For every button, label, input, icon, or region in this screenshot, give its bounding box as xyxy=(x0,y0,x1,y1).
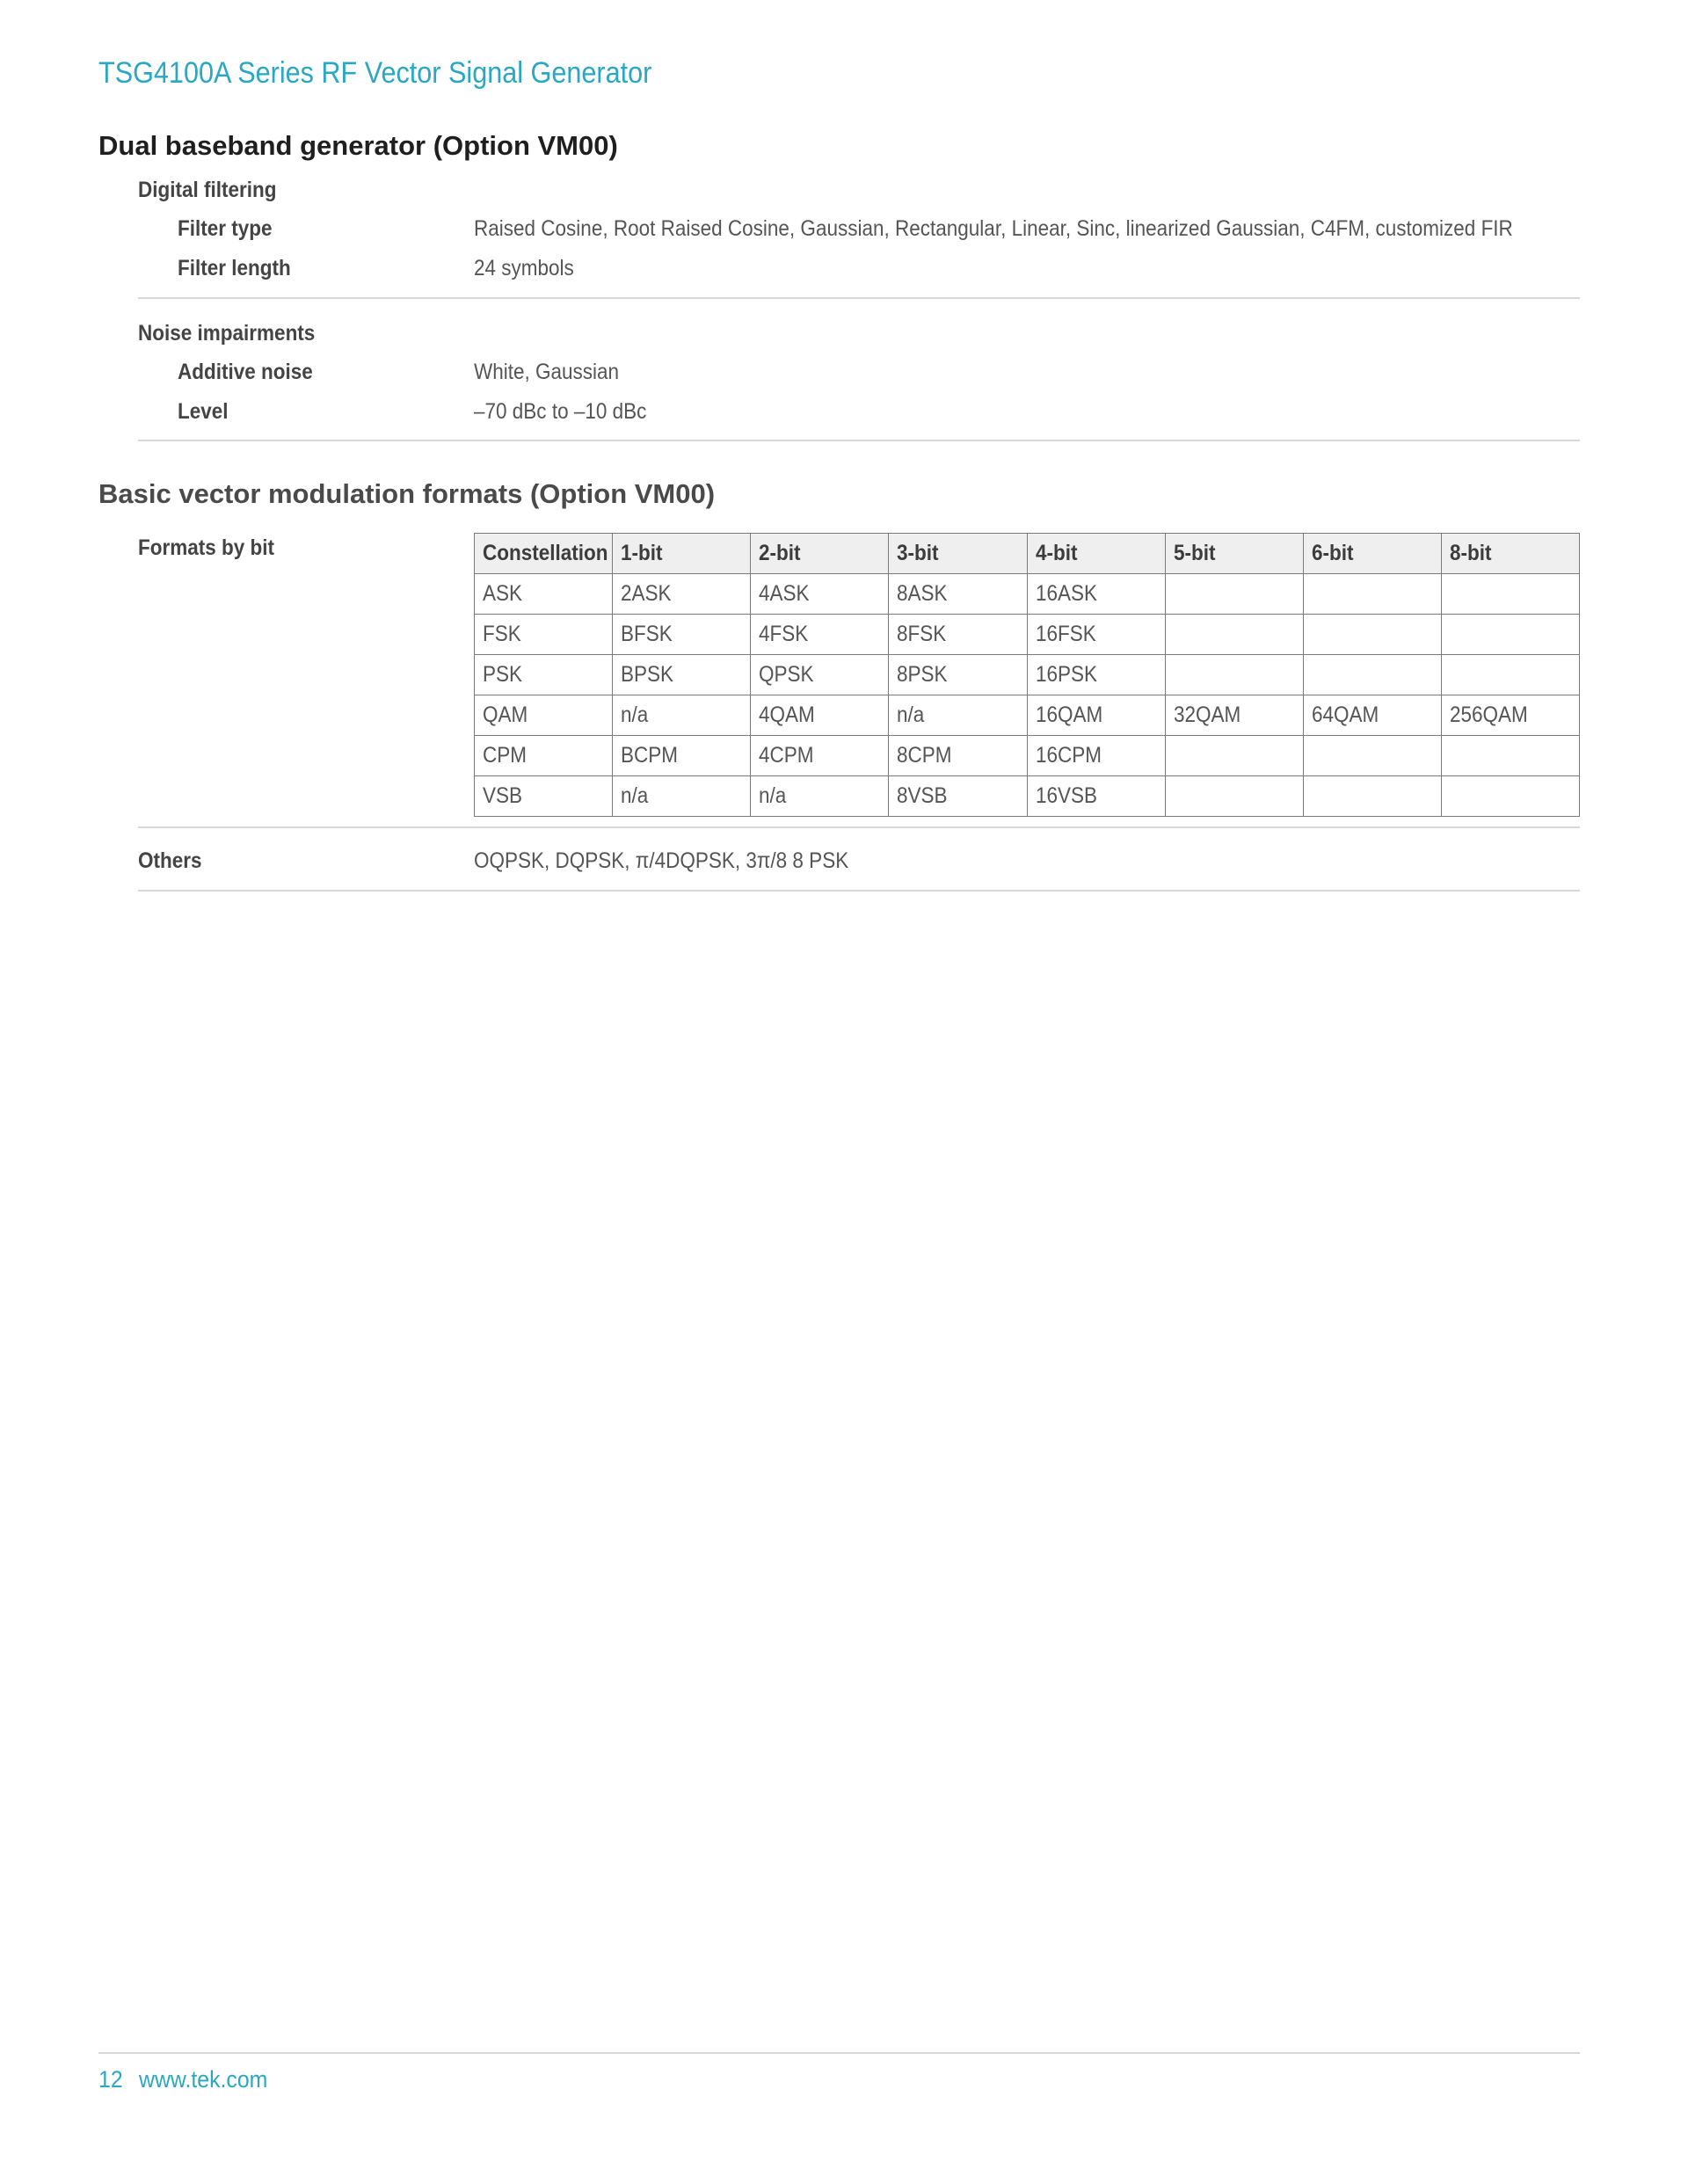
page-title: TSG4100A Series RF Vector Signal Generator xyxy=(98,56,652,90)
param-value-filter-type: Raised Cosine, Root Raised Cosine, Gaussian, Rectangular, Linear, Sinc, linearized Gaussian, C4FM, customized FIR xyxy=(474,216,1513,241)
table-cell: 64QAM xyxy=(1303,695,1441,736)
divider xyxy=(138,297,1580,299)
divider xyxy=(138,890,1580,892)
table-cell: n/a xyxy=(751,776,889,817)
table-header-cell: 2-bit xyxy=(751,534,889,574)
param-label-filter-type: Filter type xyxy=(178,216,273,241)
table-cell xyxy=(1441,655,1579,695)
table-cell xyxy=(1303,655,1441,695)
table-cell xyxy=(1303,615,1441,655)
table-cell: 256QAM xyxy=(1441,695,1579,736)
group-label-digital-filtering: Digital filtering xyxy=(138,178,277,202)
table-cell: 8FSK xyxy=(889,615,1027,655)
table-row xyxy=(475,776,1580,817)
section-heading-basic-vector: Basic vector modulation formats (Option VM00) xyxy=(98,478,716,509)
table-cell: 8PSK xyxy=(889,655,1027,695)
table-cell: VSB xyxy=(475,776,613,817)
table-cell: QAM xyxy=(475,695,613,736)
param-label-filter-length: Filter length xyxy=(178,256,291,280)
table-cell xyxy=(1165,655,1303,695)
param-value-level: –70 dBc to –10 dBc xyxy=(474,399,647,424)
table-cell: 4QAM xyxy=(751,695,889,736)
table-cell: 8VSB xyxy=(889,776,1027,817)
table-cell: BCPM xyxy=(613,736,751,776)
table-header-cell: Constellation xyxy=(475,534,613,574)
table-header-cell: 6-bit xyxy=(1303,534,1441,574)
table-cell: 16QAM xyxy=(1027,695,1165,736)
divider xyxy=(138,826,1580,828)
table-row xyxy=(475,695,1580,736)
table-cell: 16FSK xyxy=(1027,615,1165,655)
table-cell: 16ASK xyxy=(1027,574,1165,615)
table-cell: n/a xyxy=(889,695,1027,736)
table-header-cell: 3-bit xyxy=(889,534,1027,574)
table-header-cell: 8-bit xyxy=(1441,534,1579,574)
table-cell: 4FSK xyxy=(751,615,889,655)
table-cell xyxy=(1441,574,1579,615)
section-heading-dual-baseband: Dual baseband generator (Option VM00) xyxy=(98,130,618,161)
table-cell: 2ASK xyxy=(613,574,751,615)
page-number: 12 xyxy=(98,2066,123,2093)
table-cell xyxy=(1165,776,1303,817)
table-cell: 4ASK xyxy=(751,574,889,615)
table-cell: 8CPM xyxy=(889,736,1027,776)
footer xyxy=(98,2066,267,2093)
param-label-level: Level xyxy=(178,399,229,424)
group-label-formats-by-bit: Formats by bit xyxy=(138,535,275,560)
table-cell xyxy=(1303,736,1441,776)
divider xyxy=(138,440,1580,441)
param-label-additive-noise: Additive noise xyxy=(178,360,313,384)
table-cell: PSK xyxy=(475,655,613,695)
table-cell xyxy=(1441,776,1579,817)
table-row xyxy=(475,736,1580,776)
group-label-noise-impairments: Noise impairments xyxy=(138,321,316,346)
table-header-row xyxy=(475,534,1580,574)
table-header-cell: 1-bit xyxy=(613,534,751,574)
footer-divider xyxy=(98,2052,1580,2054)
table-cell: FSK xyxy=(475,615,613,655)
table-cell: 32QAM xyxy=(1165,695,1303,736)
table-cell xyxy=(1303,776,1441,817)
param-value-filter-length: 24 symbols xyxy=(474,256,574,280)
table-cell xyxy=(1441,736,1579,776)
table-cell: 16VSB xyxy=(1027,776,1165,817)
table-cell: n/a xyxy=(613,695,751,736)
table-cell: 8ASK xyxy=(889,574,1027,615)
table-row xyxy=(475,574,1580,615)
table-cell: ASK xyxy=(475,574,613,615)
param-value-additive-noise: White, Gaussian xyxy=(474,360,620,384)
table-cell: n/a xyxy=(613,776,751,817)
table-cell xyxy=(1165,615,1303,655)
table-cell: BPSK xyxy=(613,655,751,695)
table-cell: BFSK xyxy=(613,615,751,655)
table-row xyxy=(475,615,1580,655)
table-cell: 4CPM xyxy=(751,736,889,776)
table-cell: CPM xyxy=(475,736,613,776)
table-cell xyxy=(1303,574,1441,615)
table-cell: 16PSK xyxy=(1027,655,1165,695)
table-header-cell: 5-bit xyxy=(1165,534,1303,574)
table-cell xyxy=(1441,615,1579,655)
table-header-cell: 4-bit xyxy=(1027,534,1165,574)
footer-link[interactable]: www.tek.com xyxy=(139,2066,268,2093)
table-cell xyxy=(1165,574,1303,615)
param-value-others: OQPSK, DQPSK, π/4DQPSK, 3π/8 8 PSK xyxy=(474,848,849,873)
table-cell xyxy=(1165,736,1303,776)
table-row xyxy=(475,655,1580,695)
group-label-others: Others xyxy=(138,848,202,873)
formats-table xyxy=(474,533,1580,817)
table-cell: QPSK xyxy=(751,655,889,695)
table-cell: 16CPM xyxy=(1027,736,1165,776)
